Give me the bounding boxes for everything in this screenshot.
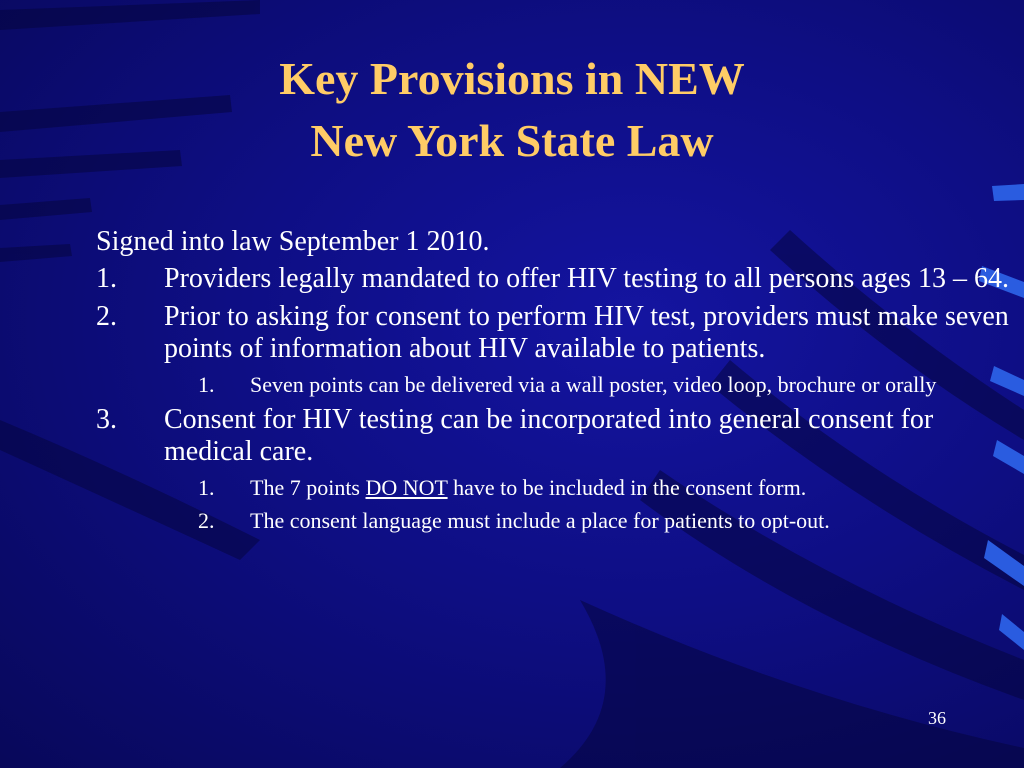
provision-text: Consent for HIV testing can be incorporated into general consent for medical care. — [164, 404, 934, 467]
provisions-list — [96, 263, 1016, 534]
subitem-text: Seven points can be delivered via a wall poster, video loop, brochure or orally — [250, 372, 937, 397]
page-number: 36 — [928, 708, 946, 728]
subitem-text-before: The 7 points — [250, 475, 366, 500]
subitem-number: 2. — [198, 508, 215, 533]
subitem-number: 1. — [198, 475, 215, 500]
provision-number: 1. — [96, 263, 117, 294]
provision-number: 2. — [96, 301, 117, 332]
subitem-text-after: have to be included in the consent form. — [447, 475, 807, 500]
provision-3-sublist — [96, 474, 1016, 534]
subitem-text — [250, 475, 806, 500]
provision-item-1 — [96, 263, 1016, 295]
emphasis-do-not: DO NOT — [365, 475, 448, 500]
provision-2-subitem-1 — [96, 371, 1016, 398]
slide-body — [96, 226, 1016, 540]
subitem-number: 1. — [198, 372, 215, 397]
slide-title-line-1: Key Provisions in NEW — [279, 53, 745, 104]
provision-number: 3. — [96, 404, 117, 435]
provision-2-sublist — [96, 371, 1016, 398]
intro-text: Signed into law September 1 2010. — [96, 226, 490, 257]
provision-3-subitem-1 — [96, 474, 1016, 501]
subitem-text: The consent language must include a place for patients to opt-out. — [250, 508, 830, 533]
slide-title — [0, 48, 1024, 172]
provision-3-subitem-2 — [96, 507, 1016, 534]
slide-title-line-2: New York State Law — [310, 115, 714, 166]
provision-text: Prior to asking for consent to perform HIV test, providers must make seven points of information about HIV available to patients. — [164, 301, 1009, 364]
provision-item-3 — [96, 404, 1016, 468]
provision-text: Providers legally mandated to offer HIV testing to all persons ages 13 – 64. — [164, 263, 1010, 294]
provision-item-2 — [96, 301, 1016, 365]
